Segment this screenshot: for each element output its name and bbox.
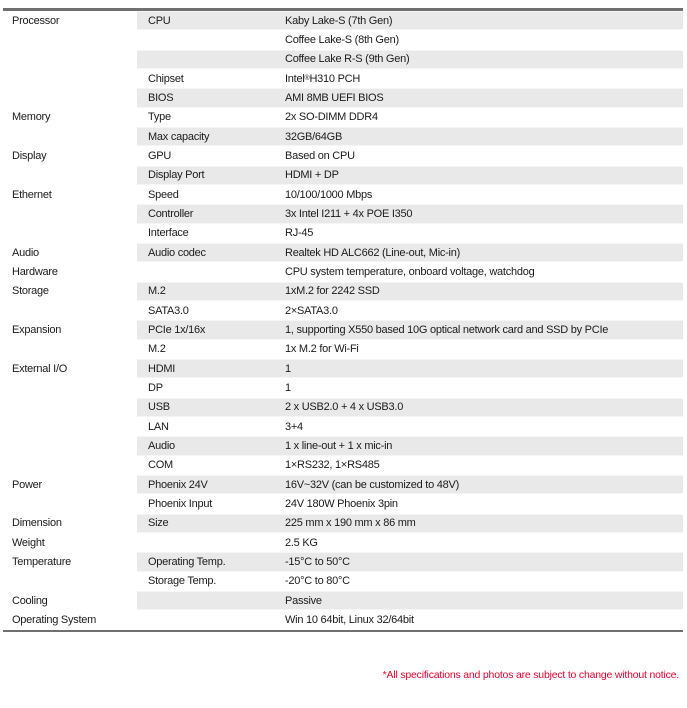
category-cell: Dimension [3, 514, 137, 533]
row-band [137, 533, 683, 552]
category-cell: Hardware [3, 262, 137, 281]
category-cell: Expansion [3, 320, 137, 339]
spec-name-cell [137, 50, 285, 69]
spec-value-cell: Passive [285, 594, 322, 607]
row-band [137, 378, 683, 397]
category-cell [3, 224, 137, 243]
row-band [137, 88, 683, 107]
table-row [3, 359, 683, 378]
row-band [137, 166, 683, 185]
table-row [3, 166, 683, 185]
category-cell [3, 301, 137, 320]
category-cell [3, 494, 137, 513]
spec-value-cell: 1 [285, 362, 291, 375]
spec-name-cell [137, 533, 285, 552]
row-band [137, 475, 683, 494]
spec-name-cell: PCIe 1x/16x [148, 323, 206, 336]
spec-name-cell: Audio codec [148, 246, 206, 259]
spec-value-cell: 1, supporting X550 based 10G optical network card and SSD by PCIe [285, 323, 609, 336]
spec-value-cell: AMI 8MB UEFI BIOS [285, 91, 384, 104]
table-row [3, 610, 683, 629]
spec-name-cell: M.2 [148, 343, 166, 356]
spec-name-cell: Display Port [148, 169, 205, 182]
table-row [3, 456, 683, 475]
spec-value-cell: 3x Intel I211 + 4x POE I350 [285, 207, 413, 220]
table-row [3, 301, 683, 320]
spec-value-cell: 3+4 [285, 420, 303, 433]
spec-name-cell: USB [148, 401, 170, 414]
row-band [137, 514, 683, 533]
row-band [137, 69, 683, 88]
table-row [3, 572, 683, 591]
spec-value-cell: CPU system temperature, onboard voltage, watchdog [285, 265, 535, 278]
category-cell: Display [3, 146, 137, 165]
spec-value-cell: Coffee Lake R-S (9th Gen) [285, 53, 410, 66]
table-row [3, 378, 683, 397]
spec-name-cell: Phoenix Input [148, 497, 213, 510]
category-cell [3, 456, 137, 475]
spec-name-cell: LAN [148, 420, 169, 433]
spec-value-cell: 24V 180W Phoenix 3pin [285, 497, 398, 510]
spec-value-cell: Coffee Lake-S (8th Gen) [285, 33, 399, 46]
table-row [3, 127, 683, 146]
row-band [137, 301, 683, 320]
row-band [137, 320, 683, 339]
category-cell: Processor [3, 11, 137, 30]
category-cell [3, 30, 137, 49]
row-band [137, 108, 683, 127]
spec-name-cell: Audio [148, 439, 175, 452]
row-band [137, 185, 683, 204]
spec-name-cell [137, 262, 285, 281]
category-cell: Memory [3, 108, 137, 127]
table-row [3, 262, 683, 281]
spec-name-cell: HDMI [148, 362, 176, 375]
spec-name-cell: COM [148, 459, 173, 472]
row-band [137, 456, 683, 475]
spec-value-cell: 2x SO-DIMM DDR4 [285, 111, 378, 124]
table-row [3, 436, 683, 455]
category-cell: Weight [3, 533, 137, 552]
spec-table [3, 8, 683, 632]
spec-value-cell: 2.5 KG [285, 536, 318, 549]
category-cell [3, 398, 137, 417]
spec-value-cell: Intel ® H310 PCH [285, 72, 361, 85]
table-row [3, 320, 683, 339]
spec-name-cell: Max capacity [148, 130, 210, 143]
row-band [137, 340, 683, 359]
spec-name-cell: Speed [148, 188, 179, 201]
spec-value-cell: 16V~32V (can be customized to 48V) [285, 478, 460, 491]
row-band [137, 359, 683, 378]
table-row [3, 494, 683, 513]
row-band [137, 591, 683, 610]
table-row [3, 533, 683, 552]
spec-name-cell: DP [148, 381, 163, 394]
spec-name-cell: Interface [148, 227, 189, 240]
spec-name-cell [137, 610, 285, 629]
row-band [137, 610, 683, 629]
table-row [3, 340, 683, 359]
spec-name-cell: Storage Temp. [148, 575, 217, 588]
category-cell [3, 69, 137, 88]
row-band [137, 30, 683, 49]
table-row [3, 11, 683, 30]
category-cell: Operating System [3, 610, 137, 629]
spec-name-cell [137, 591, 285, 610]
table-row [3, 69, 683, 88]
row-band [137, 494, 683, 513]
table-row [3, 30, 683, 49]
category-cell [3, 417, 137, 436]
row-band [137, 282, 683, 301]
row-band [137, 50, 683, 69]
row-band [137, 204, 683, 223]
category-cell: Ethernet [3, 185, 137, 204]
spec-value-cell: 1 [285, 381, 291, 394]
spec-name-cell: Controller [148, 207, 194, 220]
table-row [3, 591, 683, 610]
spec-name-cell: SATA3.0 [148, 304, 189, 317]
row-band [137, 11, 683, 30]
spec-value-cell: Kaby Lake-S (7th Gen) [285, 14, 393, 27]
table-row [3, 475, 683, 494]
table-row [3, 282, 683, 301]
spec-value-cell: 1x M.2 for Wi-Fi [285, 343, 359, 356]
row-band [137, 417, 683, 436]
row-band [137, 146, 683, 165]
spec-value-cell: 225 mm x 190 mm x 86 mm [285, 517, 416, 530]
table-row [3, 50, 683, 69]
table-row [3, 398, 683, 417]
spec-value-cell: 1xM.2 for 2242 SSD [285, 285, 380, 298]
spec-name-cell [137, 30, 285, 49]
row-band [137, 552, 683, 571]
category-cell: Cooling [3, 591, 137, 610]
spec-name-cell: Type [148, 111, 171, 124]
spec-value-cell: Win 10 64bit, Linux 32/64bit [285, 613, 414, 626]
table-row [3, 552, 683, 571]
table-row [3, 146, 683, 165]
category-cell [3, 340, 137, 359]
spec-name-cell: BIOS [148, 91, 174, 104]
row-band [137, 398, 683, 417]
row-band [137, 224, 683, 243]
table-row [3, 243, 683, 262]
spec-name-cell: M.2 [148, 285, 166, 298]
spec-name-cell: GPU [148, 149, 172, 162]
table-row [3, 185, 683, 204]
table-row [3, 88, 683, 107]
category-cell [3, 572, 137, 591]
spec-value-cell: Realtek HD ALC662 (Line-out, Mic-in) [285, 246, 461, 259]
category-cell: External I/O [3, 359, 137, 378]
table-row [3, 417, 683, 436]
table-row [3, 204, 683, 223]
row-band [137, 572, 683, 591]
spec-value-cell: HDMI + DP [285, 169, 339, 182]
spec-value-cell: -20°C to 80°C [285, 575, 350, 588]
category-cell [3, 127, 137, 146]
spec-name-cell: Chipset [148, 72, 184, 85]
spec-name-cell: Operating Temp. [148, 555, 226, 568]
spec-value-cell: -15°C to 50°C [285, 555, 350, 568]
spec-name-cell: CPU [148, 14, 171, 27]
category-cell: Audio [3, 243, 137, 262]
spec-value-cell: 1×RS232, 1×RS485 [285, 459, 380, 472]
row-band [137, 436, 683, 455]
spec-value-cell: 2 x USB2.0 + 4 x USB3.0 [285, 401, 404, 414]
category-cell [3, 88, 137, 107]
category-cell: Storage [3, 282, 137, 301]
table-row [3, 108, 683, 127]
spec-value-cell: Based on CPU [285, 149, 355, 162]
spec-value-cell: 32GB/64GB [285, 130, 343, 143]
category-cell: Temperature [3, 552, 137, 571]
category-cell [3, 436, 137, 455]
spec-value-cell: 2×SATA3.0 [285, 304, 338, 317]
spec-name-cell: Phoenix 24V [148, 478, 208, 491]
row-band [137, 243, 683, 262]
row-band [137, 262, 683, 281]
spec-value-cell: RJ-45 [285, 227, 314, 240]
spec-value-cell: 10/100/1000 Mbps [285, 188, 373, 201]
row-band [137, 127, 683, 146]
category-cell [3, 50, 137, 69]
category-cell [3, 378, 137, 397]
table-row [3, 514, 683, 533]
table-row [3, 224, 683, 243]
category-cell [3, 204, 137, 223]
disclaimer-note: *All specifications and photos are subject to change without notice. [382, 668, 679, 681]
spec-name-cell: Size [148, 517, 169, 530]
spec-value-cell: 1 x line-out + 1 x mic-in [285, 439, 393, 452]
category-cell: Power [3, 475, 137, 494]
spec-rows [3, 11, 683, 630]
category-cell [3, 166, 137, 185]
